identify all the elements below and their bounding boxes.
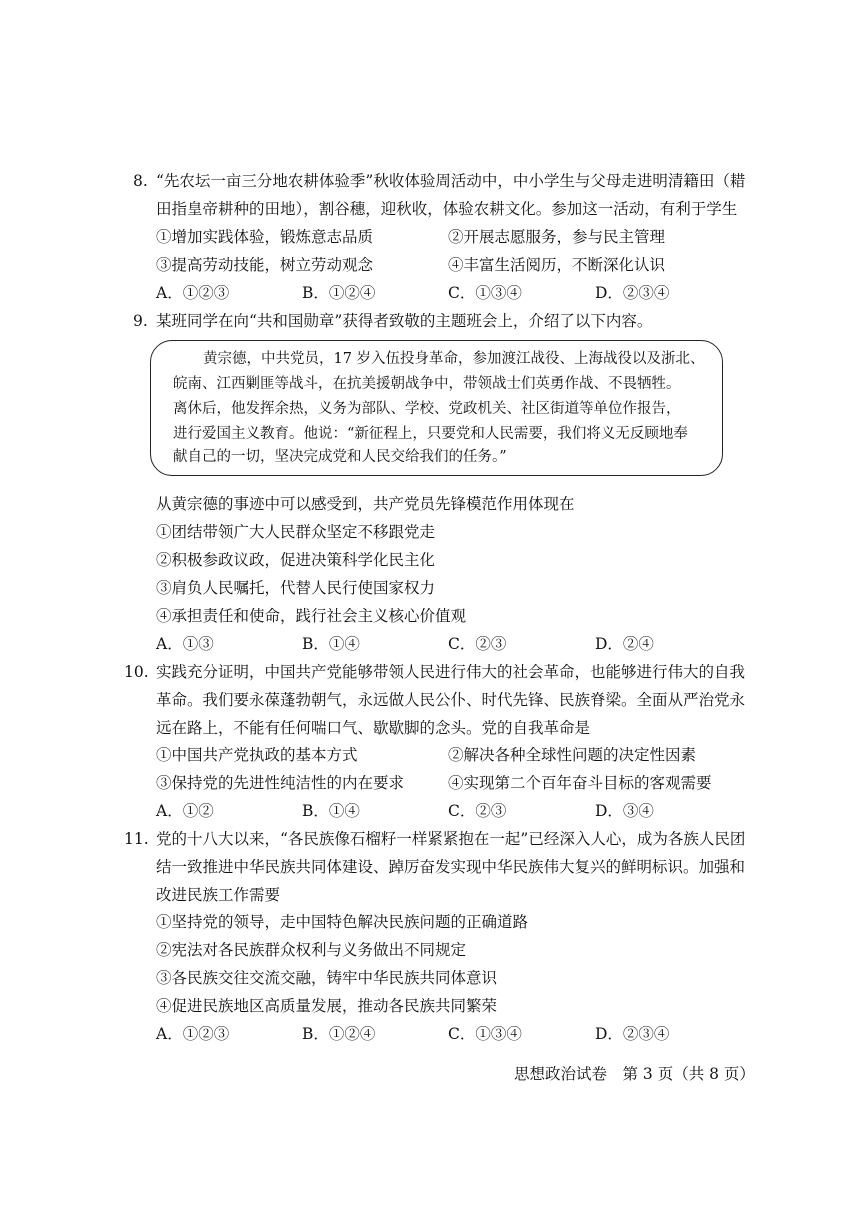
answer-option-a: A．①②: [156, 802, 214, 820]
statement-item: ②解决各种全球性问题的决定性因素: [448, 746, 697, 764]
answer-option-b: B．①②④: [302, 1025, 376, 1043]
material-line: 离休后，他发挥余热，义务为部队、学校、党政机关、社区街道等单位作报告，: [173, 401, 681, 417]
statement-item: ④承担责任和使命，践行社会主义核心价值观: [156, 607, 467, 625]
statement-item: ④丰富生活阅历，不断深化认识: [448, 256, 666, 274]
statement-item: ②积极参政议政，促进决策科学化民主化: [156, 551, 436, 569]
answer-option-b: B．①④: [302, 802, 360, 820]
answer-option-c: C．②③: [448, 802, 507, 820]
question-stem-line: 结一致推进中华民族共同体建设、踔厉奋发实现中华民族伟大复兴的鲜明标识。加强和: [156, 858, 746, 876]
statement-item: ④实现第二个百年奋斗目标的客观需要: [448, 774, 712, 792]
statement-item: ③肩负人民嘱托，代替人民行使国家权力: [156, 579, 436, 597]
material-line: 进行爱国主义教育。他说：“新征程上，只要党和人民需要，我们将义无反顾地奉: [173, 426, 688, 442]
material-line: 皖南、江西剿匪等战斗，在抗美援朝战争中，带领战士们英勇作战、不畏牺牲。: [173, 376, 681, 392]
answer-option-d: D．②③④: [595, 1025, 670, 1043]
statement-item: ③提高劳动技能，树立劳动观念: [156, 256, 374, 274]
question-stem-line: 改进民族工作需要: [156, 886, 281, 904]
answer-option-d: D．②④: [595, 635, 654, 653]
question-stem-line: 田指皇帝耕种的田地），割谷穗，迎秋收，体验农耕文化。参加这一活动，有利于学生: [156, 200, 738, 218]
question-stem-line: “先农坛一亩三分地农耕体验季”秋收体验周活动中，中小学生与父母走进明清籍田（耤: [156, 172, 746, 190]
material-line: 献自己的一切，坚决完成党和人民交给我们的任务。”: [173, 449, 507, 465]
statement-item: ①团结带领广大人民群众坚定不移跟党走: [156, 523, 436, 541]
statement-item: ①增加实践体验，锻炼意志品质: [156, 228, 374, 246]
answer-option-b: B．①④: [302, 635, 360, 653]
question-number: 10.: [124, 663, 149, 681]
question-number: 9.: [133, 312, 148, 330]
answer-option-b: B．①②④: [302, 284, 376, 302]
question-stem-line: 革命。我们要永葆蓬勃朝气，永远做人民公仆、时代先锋、民族脊梁。全面从严治党永: [156, 691, 746, 709]
answer-option-a: A．①②③: [156, 284, 230, 302]
statement-item: ①坚持党的领导，走中国特色解决民族问题的正确道路: [156, 913, 529, 931]
question-stem-line: 远在路上，不能有任何喘口气、歇歇脚的念头。党的自我革命是: [156, 719, 591, 737]
question-stem-line: 党的十八大以来，“各民族像石榴籽一样紧紧抱在一起”已经深入人心，成为各族人民团: [156, 830, 746, 848]
statement-item: ④促进民族地区高质量发展，推动各民族共同繁荣: [156, 997, 498, 1015]
question-prompt: 从黄宗德的事迹中可以感受到，共产党员先锋模范作用体现在: [156, 495, 575, 513]
question-number: 8.: [133, 172, 148, 190]
answer-option-d: D．②③④: [595, 284, 670, 302]
answer-option-c: C．①③④: [448, 284, 522, 302]
statement-item: ②开展志愿服务，参与民主管理: [448, 228, 666, 246]
statement-item: ③各民族交往交流交融，铸牢中华民族共同体意识: [156, 969, 498, 987]
answer-option-a: A．①②③: [156, 1025, 230, 1043]
material-box: [150, 340, 723, 476]
material-line: 黄宗德，中共党员，17 岁入伍投身革命，参加渡江战役、上海战役以及浙北、: [203, 351, 705, 367]
answer-option-d: D．③④: [595, 802, 654, 820]
statement-item: ①中国共产党执政的基本方式: [156, 746, 358, 764]
answer-option-c: C．②③: [448, 635, 507, 653]
statement-item: ③保持党的先进性纯洁性的内在要求: [156, 774, 405, 792]
page-footer: 思想政治试卷 第 3 页（共 8 页）: [514, 1065, 755, 1083]
statement-item: ②宪法对各民族群众权利与义务做出不同规定: [156, 941, 467, 959]
answer-option-a: A．①③: [156, 635, 214, 653]
question-stem-line: 某班同学在向“共和国勋章”获得者致敬的主题班会上，介绍了以下内容。: [156, 312, 653, 330]
question-number: 11.: [124, 830, 149, 848]
question-stem-line: 实践充分证明，中国共产党能够带领人民进行伟大的社会革命，也能够进行伟大的自我: [156, 663, 746, 681]
answer-option-c: C．①③④: [448, 1025, 522, 1043]
